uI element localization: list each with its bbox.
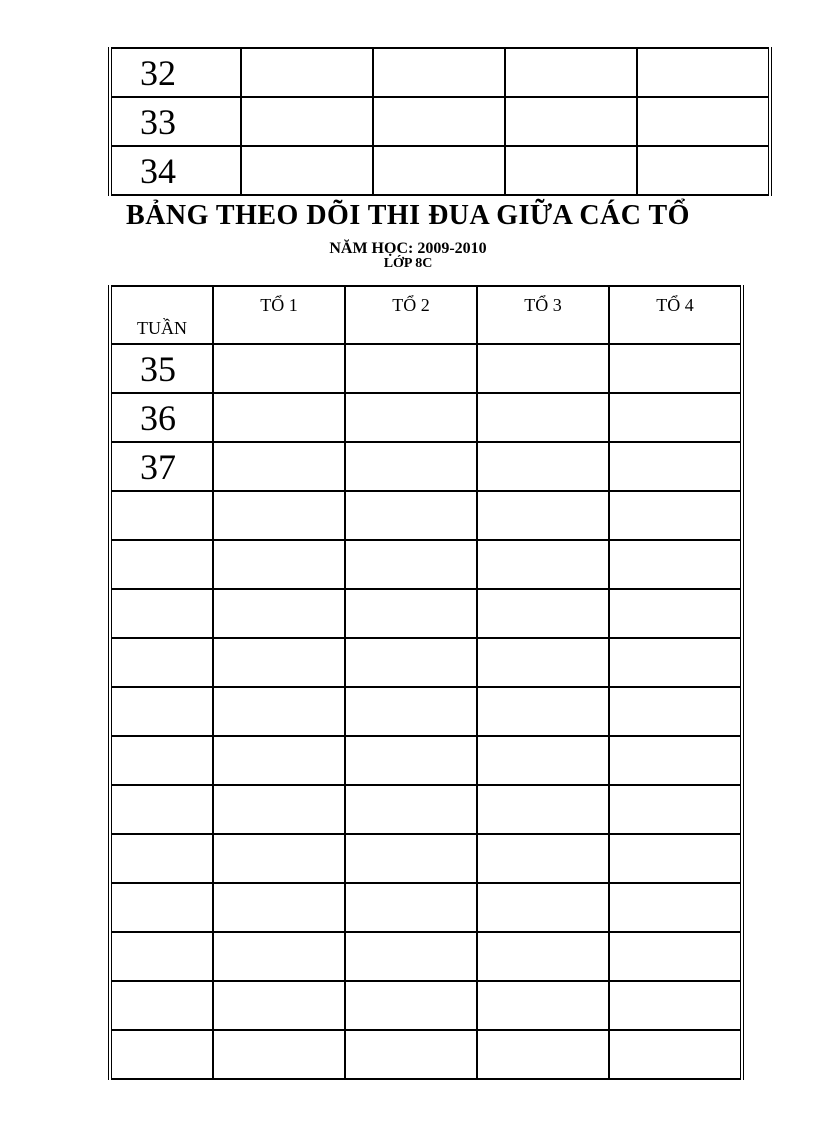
header-team-1: TỔ 1 — [213, 286, 345, 344]
class-name: LỚP 8C — [383, 256, 433, 271]
team-cell — [345, 687, 477, 736]
week-cell — [110, 981, 213, 1030]
team-cell — [345, 589, 477, 638]
team-cell — [345, 883, 477, 932]
table-row — [110, 981, 742, 1030]
team-cell — [345, 344, 477, 393]
week-cell: 34 — [110, 146, 241, 195]
week-cell — [110, 687, 213, 736]
team-cell — [345, 834, 477, 883]
team-cell — [609, 736, 742, 785]
week-cell — [110, 883, 213, 932]
team-cell — [345, 540, 477, 589]
team-cell — [477, 932, 609, 981]
team-cell — [637, 97, 770, 146]
team-cell — [345, 785, 477, 834]
week-cell: 33 — [110, 97, 241, 146]
team-cell — [213, 687, 345, 736]
table-row — [110, 736, 742, 785]
team-cell — [637, 48, 770, 97]
team-cell — [213, 540, 345, 589]
team-cell — [241, 146, 373, 195]
team-cell — [477, 834, 609, 883]
team-cell — [345, 1030, 477, 1079]
team-cell — [609, 883, 742, 932]
team-cell — [609, 393, 742, 442]
team-cell — [477, 393, 609, 442]
team-cell — [609, 785, 742, 834]
header-row — [110, 286, 742, 344]
team-cell — [241, 97, 373, 146]
week-cell — [110, 589, 213, 638]
week-cell — [110, 540, 213, 589]
week-cell: 36 — [110, 393, 213, 442]
competition-table — [108, 285, 744, 1080]
team-cell — [213, 932, 345, 981]
table-row — [110, 834, 742, 883]
team-cell — [477, 736, 609, 785]
week-cell — [110, 491, 213, 540]
table-row — [110, 932, 742, 981]
team-cell — [345, 393, 477, 442]
team-cell — [609, 687, 742, 736]
table-row — [110, 491, 742, 540]
team-cell — [213, 638, 345, 687]
team-cell — [477, 981, 609, 1030]
team-cell — [477, 589, 609, 638]
team-cell — [213, 442, 345, 491]
team-cell — [477, 785, 609, 834]
team-cell — [477, 442, 609, 491]
table-row — [110, 540, 742, 589]
team-cell — [637, 146, 770, 195]
team-cell — [213, 834, 345, 883]
team-cell — [609, 932, 742, 981]
team-cell — [345, 442, 477, 491]
team-cell — [609, 540, 742, 589]
team-cell — [505, 146, 637, 195]
table-row — [110, 1030, 742, 1079]
team-cell — [477, 1030, 609, 1079]
team-cell — [213, 785, 345, 834]
team-cell — [477, 687, 609, 736]
table-row — [110, 442, 742, 491]
table-row — [110, 589, 742, 638]
team-cell — [609, 491, 742, 540]
table-row — [110, 146, 770, 195]
header-team-4: TỔ 4 — [609, 286, 742, 344]
table-row — [110, 883, 742, 932]
team-cell — [609, 638, 742, 687]
team-cell — [609, 589, 742, 638]
team-cell — [213, 981, 345, 1030]
week-cell: 37 — [110, 442, 213, 491]
team-cell — [373, 48, 505, 97]
previous-weeks-table — [108, 47, 772, 196]
table-row — [110, 687, 742, 736]
team-cell — [505, 97, 637, 146]
team-cell — [477, 344, 609, 393]
team-cell — [609, 344, 742, 393]
table-row — [110, 638, 742, 687]
week-cell — [110, 785, 213, 834]
week-cell: 32 — [110, 48, 241, 97]
table-row — [110, 344, 742, 393]
team-cell — [609, 834, 742, 883]
school-year: NĂM HỌC: 2009-2010 — [329, 240, 487, 257]
table-row — [110, 48, 770, 97]
team-cell — [609, 1030, 742, 1079]
table-row — [110, 785, 742, 834]
team-cell — [345, 491, 477, 540]
team-cell — [477, 638, 609, 687]
team-cell — [213, 736, 345, 785]
team-cell — [609, 442, 742, 491]
week-cell — [110, 638, 213, 687]
week-cell — [110, 736, 213, 785]
page-title: BẢNG THEO DÕI THI ĐUA GIỮA CÁC TỔ — [126, 200, 690, 231]
team-cell — [345, 981, 477, 1030]
team-cell — [345, 932, 477, 981]
header-team-2: TỔ 2 — [345, 286, 477, 344]
team-cell — [505, 48, 637, 97]
team-cell — [213, 1030, 345, 1079]
table-row — [110, 97, 770, 146]
team-cell — [345, 736, 477, 785]
header-team-3: TỔ 3 — [477, 286, 609, 344]
team-cell — [477, 540, 609, 589]
team-cell — [213, 589, 345, 638]
week-cell — [110, 1030, 213, 1079]
team-cell — [213, 344, 345, 393]
team-cell — [373, 146, 505, 195]
team-cell — [477, 491, 609, 540]
week-cell — [110, 834, 213, 883]
team-cell — [477, 883, 609, 932]
week-cell: 35 — [110, 344, 213, 393]
team-cell — [345, 638, 477, 687]
team-cell — [213, 883, 345, 932]
header-week: TUẦN — [110, 286, 213, 344]
team-cell — [609, 981, 742, 1030]
week-cell — [110, 932, 213, 981]
team-cell — [213, 491, 345, 540]
table-row — [110, 393, 742, 442]
team-cell — [373, 97, 505, 146]
team-cell — [213, 393, 345, 442]
team-cell — [241, 48, 373, 97]
